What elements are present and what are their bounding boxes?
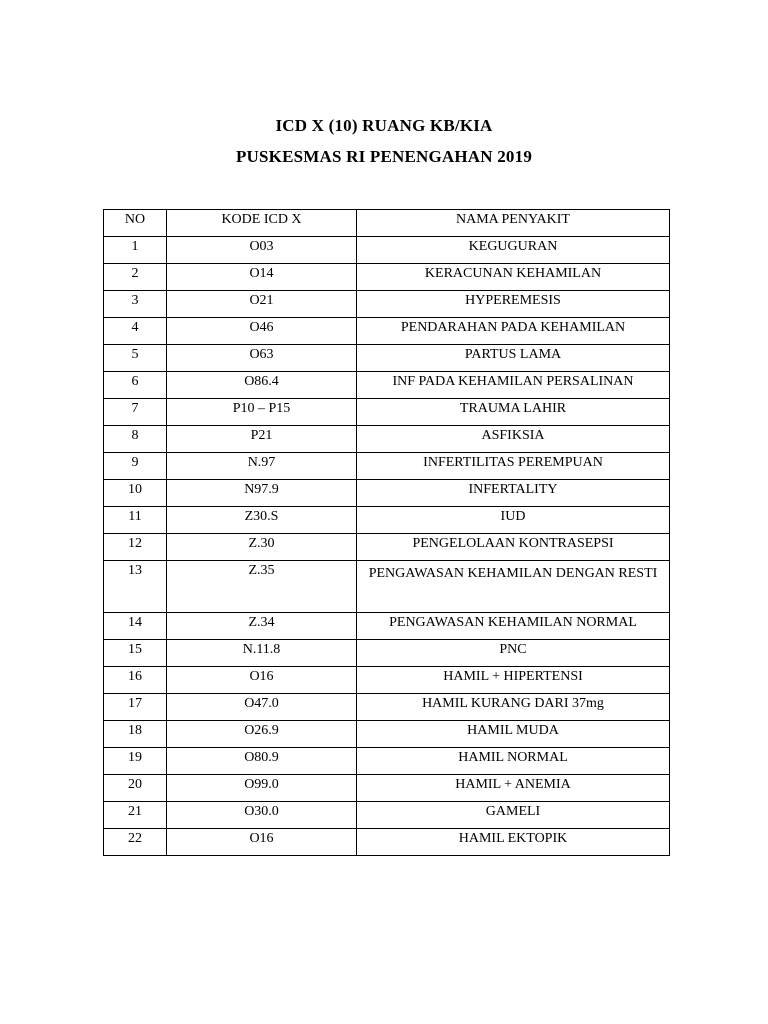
cell-icd-code: O63	[167, 345, 357, 372]
cell-icd-code: Z.35	[167, 561, 357, 613]
cell-icd-code: O80.9	[167, 748, 357, 775]
cell-disease-name: HAMIL NORMAL	[357, 748, 670, 775]
cell-no: 6	[104, 372, 167, 399]
cell-disease-name: PENDARAHAN PADA KEHAMILAN	[357, 318, 670, 345]
document-title: ICD X (10) RUANG KB/KIA	[275, 116, 493, 135]
cell-disease-name: GAMELI	[357, 802, 670, 829]
cell-no: 9	[104, 453, 167, 480]
table-row	[104, 399, 670, 426]
cell-disease-name: HAMIL KURANG DARI 37mg	[357, 694, 670, 721]
cell-icd-code: O03	[167, 237, 357, 264]
table-row	[104, 345, 670, 372]
cell-no: 10	[104, 480, 167, 507]
header-code: KODE ICD X	[167, 210, 357, 237]
cell-no: 15	[104, 640, 167, 667]
table-row	[104, 721, 670, 748]
table-row	[104, 640, 670, 667]
document-subtitle: PUSKESMAS RI PENENGAHAN 2019	[235, 147, 533, 166]
cell-icd-code: Z30.S	[167, 507, 357, 534]
cell-icd-code: N.97	[167, 453, 357, 480]
cell-disease-name: PENGAWASAN KEHAMILAN DENGAN RESTI	[357, 561, 670, 613]
table-row	[104, 480, 670, 507]
table-row	[104, 237, 670, 264]
cell-icd-code: O30.0	[167, 802, 357, 829]
cell-disease-name: HAMIL + HIPERTENSI	[357, 667, 670, 694]
cell-disease-name: HAMIL MUDA	[357, 721, 670, 748]
cell-disease-name: KERACUNAN KEHAMILAN	[357, 264, 670, 291]
table-row	[104, 264, 670, 291]
cell-no: 4	[104, 318, 167, 345]
cell-disease-name: ASFIKSIA	[357, 426, 670, 453]
table-header-row	[104, 210, 670, 237]
cell-disease-name: HAMIL + ANEMIA	[357, 775, 670, 802]
cell-icd-code: N.11.8	[167, 640, 357, 667]
cell-no: 14	[104, 613, 167, 640]
cell-icd-code: P10 – P15	[167, 399, 357, 426]
table-row	[104, 775, 670, 802]
table-row	[104, 748, 670, 775]
cell-icd-code: O16	[167, 829, 357, 856]
cell-no: 17	[104, 694, 167, 721]
icd-table	[103, 209, 670, 856]
cell-disease-name: INF PADA KEHAMILAN PERSALINAN	[357, 372, 670, 399]
cell-disease-name: PARTUS LAMA	[357, 345, 670, 372]
cell-disease-name: KEGUGURAN	[357, 237, 670, 264]
table-row	[104, 318, 670, 345]
table-row	[104, 829, 670, 856]
table-row	[104, 613, 670, 640]
cell-icd-code: O99.0	[167, 775, 357, 802]
cell-no: 3	[104, 291, 167, 318]
cell-no: 1	[104, 237, 167, 264]
table-row	[104, 802, 670, 829]
table-row	[104, 507, 670, 534]
table-row	[104, 426, 670, 453]
cell-disease-name: PENGELOLAAN KONTRASEPSI	[357, 534, 670, 561]
table-row	[104, 372, 670, 399]
cell-disease-name: INFERTILITAS PEREMPUAN	[357, 453, 670, 480]
cell-disease-name: IUD	[357, 507, 670, 534]
cell-icd-code: N97.9	[167, 480, 357, 507]
cell-disease-name: HYPEREMESIS	[357, 291, 670, 318]
cell-icd-code: P21	[167, 426, 357, 453]
cell-no: 7	[104, 399, 167, 426]
cell-no: 16	[104, 667, 167, 694]
cell-no: 2	[104, 264, 167, 291]
cell-disease-name: INFERTALITY	[357, 480, 670, 507]
header-no: NO	[104, 210, 167, 237]
cell-icd-code: O14	[167, 264, 357, 291]
header-name: NAMA PENYAKIT	[357, 210, 670, 237]
cell-disease-name: TRAUMA LAHIR	[357, 399, 670, 426]
cell-icd-code: O16	[167, 667, 357, 694]
cell-icd-code: O26.9	[167, 721, 357, 748]
table-row	[104, 291, 670, 318]
cell-no: 5	[104, 345, 167, 372]
cell-no: 12	[104, 534, 167, 561]
cell-icd-code: O21	[167, 291, 357, 318]
cell-no: 22	[104, 829, 167, 856]
table-row	[104, 534, 670, 561]
table-row	[104, 667, 670, 694]
table-row	[104, 561, 670, 613]
cell-no: 19	[104, 748, 167, 775]
cell-icd-code: Z.30	[167, 534, 357, 561]
cell-icd-code: O47.0	[167, 694, 357, 721]
cell-no: 13	[104, 561, 167, 613]
table-row	[104, 453, 670, 480]
table-row	[104, 694, 670, 721]
cell-disease-name: HAMIL EKTOPIK	[357, 829, 670, 856]
cell-no: 20	[104, 775, 167, 802]
cell-no: 11	[104, 507, 167, 534]
cell-icd-code: O46	[167, 318, 357, 345]
cell-no: 8	[104, 426, 167, 453]
cell-icd-code: Z.34	[167, 613, 357, 640]
cell-icd-code: O86.4	[167, 372, 357, 399]
cell-no: 18	[104, 721, 167, 748]
cell-disease-name: PNC	[357, 640, 670, 667]
cell-disease-name: PENGAWASAN KEHAMILAN NORMAL	[357, 613, 670, 640]
table-body	[104, 237, 670, 856]
cell-no: 21	[104, 802, 167, 829]
